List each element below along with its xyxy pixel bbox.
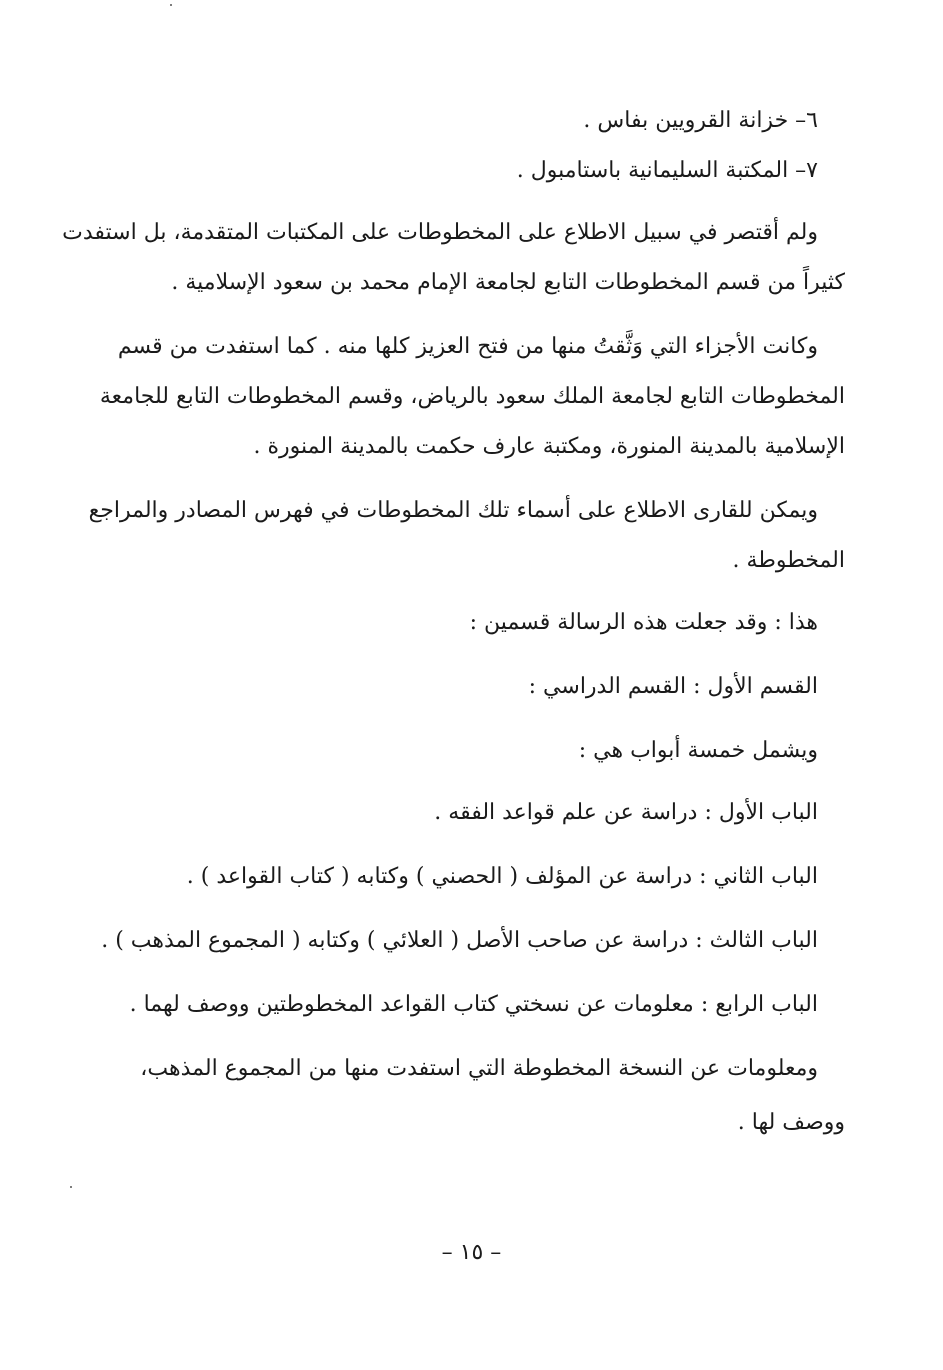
chapter-item: الباب الثاني : دراسة عن المؤلف ( الحصني ) وكتابه ( كتاب القواعد ) . [186,864,818,889]
chapter-item: الباب الأول : دراسة عن علم قواعد الفقه . [434,800,818,825]
section-includes: ويشمل خمسة أبواب هي : [578,738,818,763]
paragraph-line: ولم أقتصر في سبيل الاطلاع على المخطوطات على المكتبات المتقدمة، بل استفدت [62,220,818,245]
scan-speck [170,4,172,6]
paragraph-line: الإسلامية بالمدينة المنورة، ومكتبة عارف حكمت بالمدينة المنورة . [253,434,845,459]
paragraph-line: المخطوطات التابع لجامعة الملك سعود بالرياض، وقسم المخطوطات التابع للجامعة [99,384,845,409]
scan-speck [70,1186,72,1188]
paragraph-line: المخطوطة . [732,548,845,573]
list-item: ٦– خزانة القرويين بفاس . [583,108,818,133]
division-intro: هذا : وقد جعلت هذه الرسالة قسمين : [469,610,818,635]
paragraph-line: وكانت الأجزاء التي وَثَّقتُ منها من فتح العزيز كلها منه . كما استفدت من قسم [117,334,818,359]
paragraph-line: ويمكن للقارى الاطلاع على أسماء تلك المخطوطات في فهرس المصادر والمراجع [88,498,818,523]
list-item: ٧– المكتبة السليمانية باستامبول . [516,158,818,183]
paragraph-line: ومعلومات عن النسخة المخطوطة التي استفدت منها من المجموع المذهب، [140,1056,818,1081]
section-heading: القسم الأول : القسم الدراسي : [528,674,818,699]
chapter-item: الباب الرابع : معلومات عن نسختي كتاب القواعد المخطوطتين ووصف لهما . [129,992,818,1017]
paragraph-line: كثيراً من قسم المخطوطات التابع لجامعة الإمام محمد بن سعود الإسلامية . [171,270,845,295]
chapter-item: الباب الثالث : دراسة عن صاحب الأصل ( العلائي ) وكتابه ( المجموع المذهب ) . [101,928,818,953]
paragraph-line: ووصف لها . [737,1110,845,1135]
page-number: – ١٥ – [441,1240,502,1265]
